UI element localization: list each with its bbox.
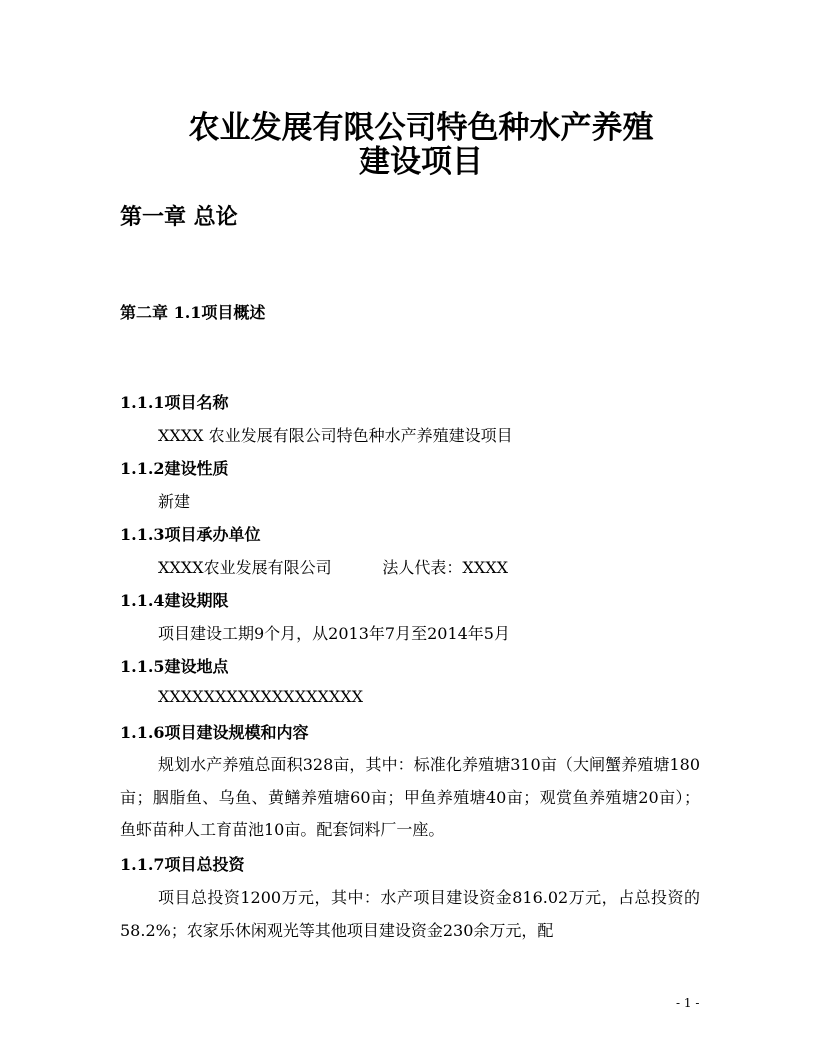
section-heading-1-1-1: 1.1.1项目名称: [120, 393, 229, 412]
page-number: - 1 -: [676, 996, 700, 1010]
section-body-1-1-3: XXXX农业发展有限公司 法人代表：XXXX: [158, 558, 508, 577]
section-heading-1-1-2: 1.1.2建设性质: [120, 459, 229, 478]
section-body-1-1-7: 项目总投资1200万元，其中：水产项目建设资金816.02万元，占总投资的58.2%；农家乐休闲观光等其他项目建设资金230余万元，配: [120, 888, 700, 940]
section-body-1-1-4: 项目建设工期9个月，从2013年7月至2014年5月: [158, 624, 510, 643]
chapter-heading-2: 第二章 1.1项目概述: [120, 303, 266, 322]
section-body-1-1-1: XXXX 农业发展有限公司特色种水产养殖建设项目: [158, 426, 513, 445]
document-title-line2: 建设项目: [359, 144, 483, 180]
section-heading-1-1-5: 1.1.5建设地点: [120, 657, 229, 676]
section-heading-1-1-3: 1.1.3项目承办单位: [120, 525, 261, 544]
section-body-1-1-6: 规划水产养殖总面积328亩，其中：标准化养殖塘310亩（大闸蟹养殖塘180亩；胭脂鱼、乌鱼、黄鳝养殖塘60亩；甲鱼养殖塘40亩；观赏鱼养殖塘20亩）；鱼虾苗种人工育苗池10亩。配套饲料厂一座。: [120, 755, 700, 839]
section-heading-1-1-4: 1.1.4建设期限: [120, 591, 229, 610]
section-body-1-1-2: 新建: [158, 492, 191, 511]
section-heading-1-1-6: 1.1.6项目建设规模和内容: [120, 723, 309, 742]
section-body-1-1-5: XXXXXXXXXXXXXXXXXX: [158, 687, 364, 706]
chapter-heading-1: 第一章 总论: [120, 204, 238, 230]
section-heading-1-1-7: 1.1.7项目总投资: [120, 855, 245, 874]
document-title-line1: 农业发展有限公司特色种水产养殖: [188, 110, 654, 146]
